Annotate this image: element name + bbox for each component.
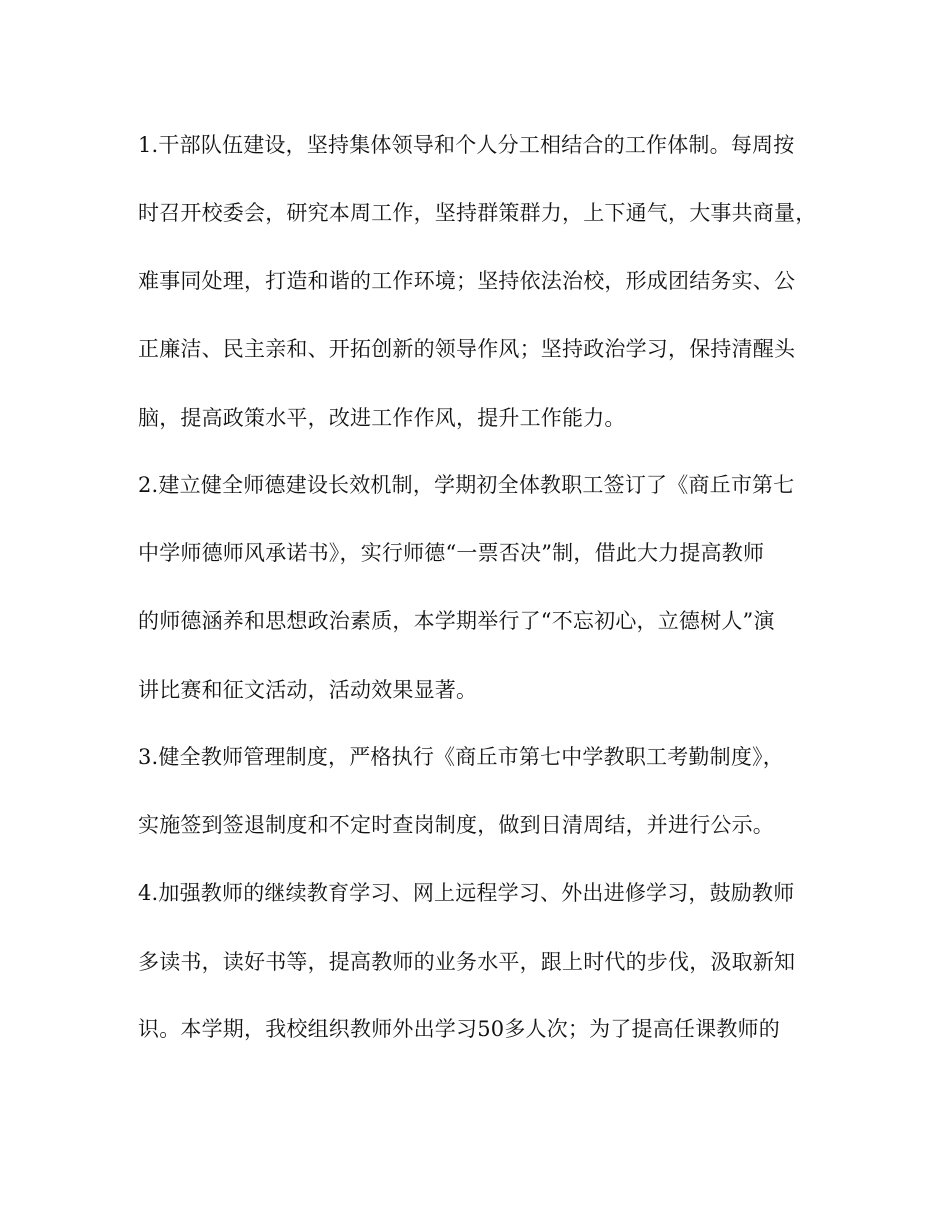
text-line: 难事同处理，打造和谐的工作环境；坚持依法治校，形成团结务实、公 [138,269,796,293]
text-line: 3.健全教师管理制度，严格执行《商丘市第七中学教职工考勤制度》， [138,745,784,769]
text-line: 实施签到签退制度和不定时查岗制度，做到日清周结，并进行公示。 [138,813,774,837]
text-line: 时召开校委会，研究本周工作，坚持群策群力，上下通气，大事共商量， [138,201,817,225]
text-line: 的师德涵养和思想政治素质，本学期举行了“不忘初心，立德树人”演 [138,609,775,633]
text-line: 1.干部队伍建设，坚持集体领导和个人分工相结合的工作体制。每周按 [138,133,795,157]
text-line: 中学师德师风承诺书》，实行师德“一票否决”制，借此大力提高教师 [138,541,765,565]
text-line: 脑，提高政策水平，改进工作作风，提升工作能力。 [138,406,626,430]
text-line: 讲比赛和征文活动，活动效果显著。 [138,678,478,702]
text-line: 正廉洁、民主亲和、开拓创新的领导作风；坚持政治学习，保持清醒头 [138,337,796,361]
text-line: 识。本学期，我校组织教师外出学习50多人次；为了提高任课教师的 [138,1017,780,1041]
text-line: 2.建立健全师德建设长效机制，学期初全体教职工签订了《商丘市第七 [138,473,795,497]
text-line: 多读书，读好书等，提高教师的业务水平，跟上时代的步伐，汲取新知 [138,950,796,974]
text-line: 4.加强教师的继续教育学习、网上远程学习、外出进修学习，鼓励教师 [138,881,795,905]
